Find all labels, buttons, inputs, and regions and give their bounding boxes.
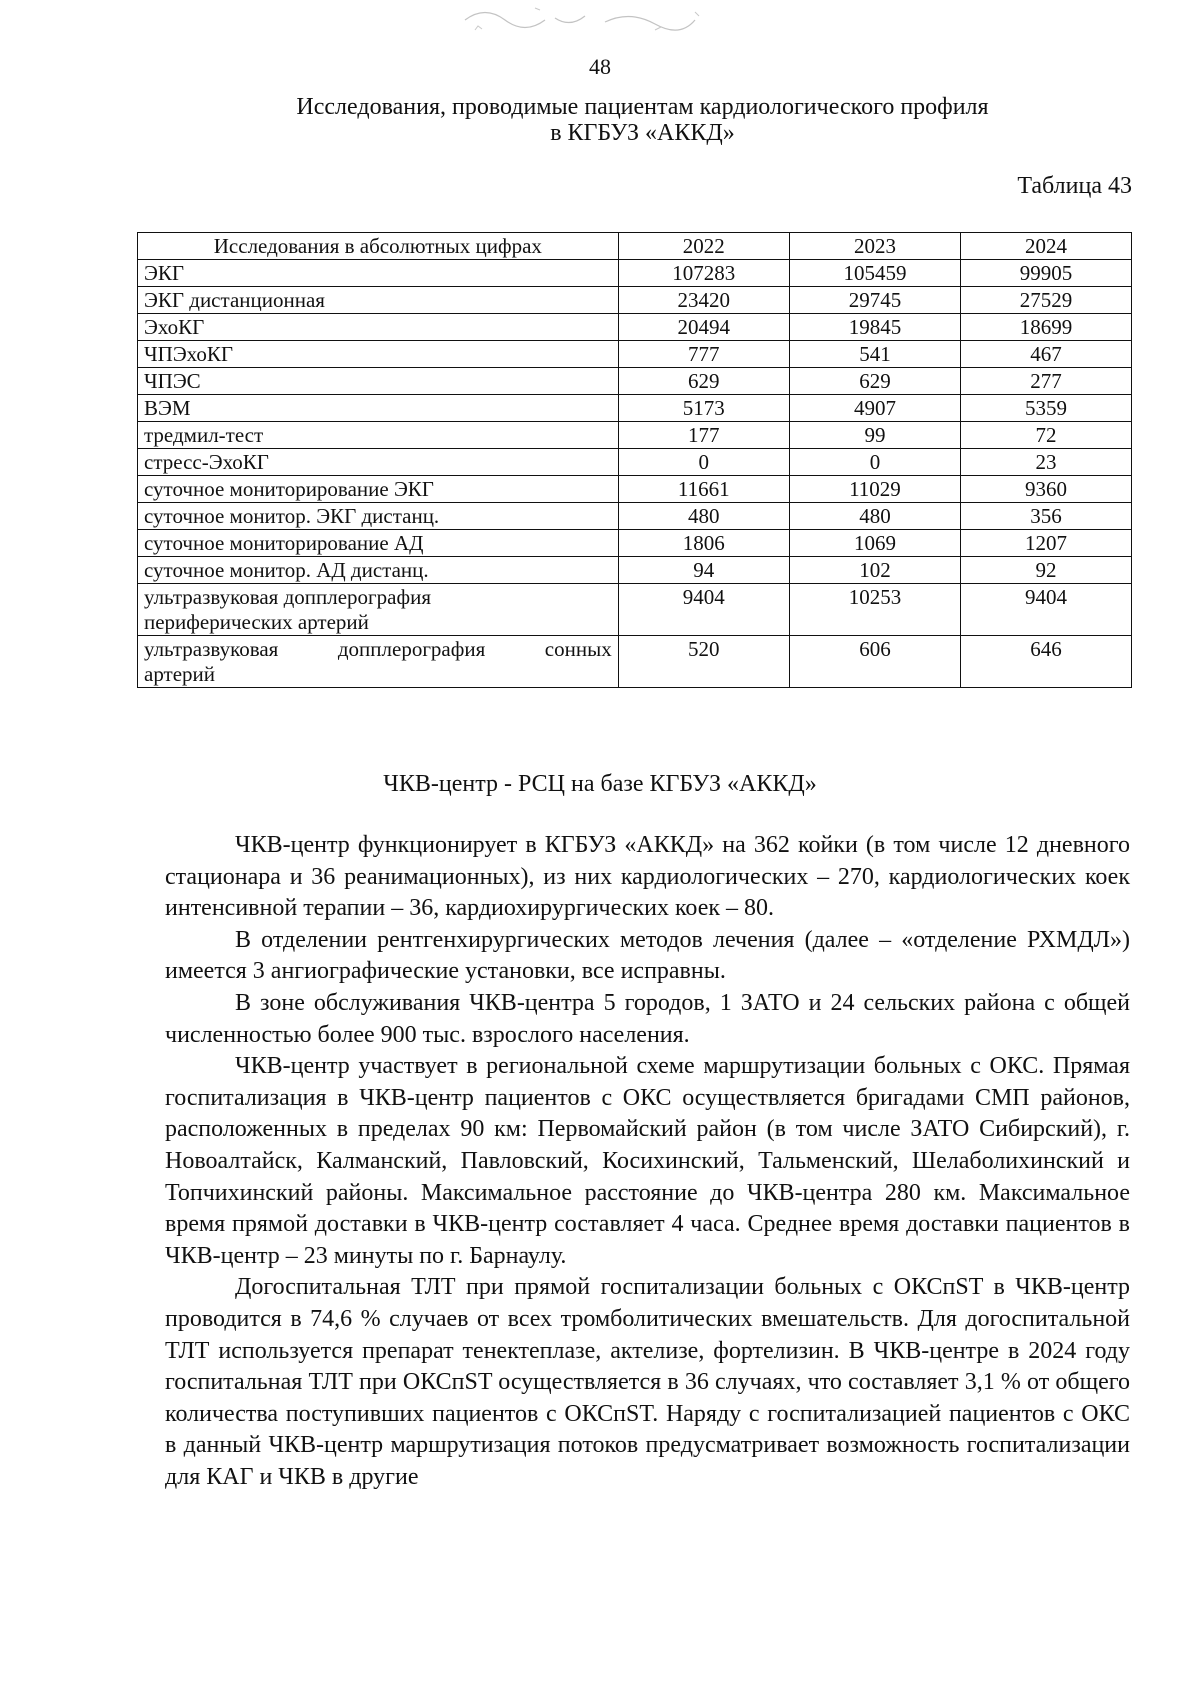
value-2022-cell: 1806 (618, 530, 789, 557)
study-name-word: ультразвуковая (144, 637, 279, 661)
study-name-cell: ЧПЭхоКГ (138, 341, 619, 368)
value-2023-cell: 4907 (789, 395, 960, 422)
value-2024-cell: 27529 (961, 287, 1132, 314)
paragraph: В отделении рентгенхирургических методов лечения (далее – «отделение РХМДЛ») имеется 3 ангиографические установки, все исправны. (165, 926, 1130, 985)
study-name-cell: ЭКГ дистанционная (138, 287, 619, 314)
study-name-word: допплерография (337, 637, 486, 661)
study-name-cell: суточное мониторирование ЭКГ (138, 476, 619, 503)
section-title: ЧКВ-центр - РСЦ на базе КГБУЗ «АККД» (383, 771, 817, 797)
column-header-studies: Исследования в абсолютных цифрах (138, 233, 619, 260)
study-name-cell: суточное монитор. АД дистанц. (138, 557, 619, 584)
table-caption: Таблица 43 (1017, 173, 1132, 199)
table-row (138, 368, 1132, 395)
table-header-row (138, 233, 1132, 260)
column-header-2023: 2023 (789, 233, 960, 260)
value-2024-cell: 99905 (961, 260, 1132, 287)
study-name-cell: суточное монитор. ЭКГ дистанц. (138, 503, 619, 530)
page-number: 48 (589, 54, 611, 79)
value-2022-cell: 777 (618, 341, 789, 368)
study-name-cell: ЧПЭС (138, 368, 619, 395)
value-2024-cell: 5359 (961, 395, 1132, 422)
study-name-line-1: ультразвуковая допплерография (144, 585, 431, 609)
paragraph: В зоне обслуживания ЧКВ-центра 5 городов, 1 ЗАТО и 24 сельских района с общей численностью более 900 тыс. взрослого населения. (165, 989, 1130, 1048)
study-name-cell: тредмил-тест (138, 422, 619, 449)
column-header-2024: 2024 (961, 233, 1132, 260)
table-row (138, 341, 1132, 368)
table-row (138, 449, 1132, 476)
paragraph: Догоспитальная ТЛТ при прямой госпитализации больных с ОКСпST в ЧКВ-центр проводится в 74,6 % случаев от всех тромболитических вмешательств. Для догоспитальной ТЛТ используется препарат тенектеплазе, актелизе, фортелизин. В ЧКВ-центре в 2024 году госпитальная ТЛТ при ОКСпST осуществляется в 36 случаях, что составляет 3,1 % от общего количества поступивших пациентов с ОКСпST. Наряду с госпитализацией пациентов с ОКС в данный ЧКВ-центр маршрутизация потоков предусматривает возможность госпитализации для КАГ и ЧКВ в другие (165, 1274, 1130, 1490)
value-2024-cell: 18699 (961, 314, 1132, 341)
study-name-cell: ЭхоКГ (138, 314, 619, 341)
value-2023-cell: 99 (789, 422, 960, 449)
study-name-cell (138, 584, 619, 636)
table-row (138, 584, 1132, 636)
study-name-line-2: периферических артерий (144, 610, 369, 634)
value-2024-cell: 23 (961, 449, 1132, 476)
value-2022-cell: 0 (618, 449, 789, 476)
table-row (138, 422, 1132, 449)
value-2022-cell: 9404 (618, 584, 789, 636)
value-2022-cell: 480 (618, 503, 789, 530)
section-body (165, 830, 1130, 1493)
table-row (138, 557, 1132, 584)
study-name-word: сонных (544, 637, 612, 661)
value-2024-cell: 9360 (961, 476, 1132, 503)
value-2022-cell: 94 (618, 557, 789, 584)
value-2023-cell: 10253 (789, 584, 960, 636)
value-2023-cell: 541 (789, 341, 960, 368)
value-2024-cell: 92 (961, 557, 1132, 584)
table-row (138, 636, 1132, 688)
value-2023-cell: 480 (789, 503, 960, 530)
value-2023-cell: 629 (789, 368, 960, 395)
paragraph: ЧКВ-центр участвует в региональной схеме маршрутизации больных с ОКС. Прямая госпитализация в ЧКВ-центр пациентов с ОКС осуществляется бригадами СМП районов, расположенных в пределах 90 км: Первомайский район (в том числе ЗАТО Сибирский), г. Новоалтайск, Калманский, Павловский, Косихинский, Тальменский, Шелаболихинский и Топчихинский районы. Максимальное расстояние до ЧКВ-центра 280 км. Максимальное время прямой доставки в ЧКВ-центр составляет 4 часа. Среднее время доставки пациентов в ЧКВ-центр – 23 минуты по г. Барнаулу. (165, 1053, 1130, 1269)
table-row (138, 503, 1132, 530)
table-row (138, 476, 1132, 503)
study-name-cell (138, 636, 619, 688)
value-2024-cell: 646 (961, 636, 1132, 688)
study-name-line-1 (144, 637, 612, 662)
study-name-cell: ВЭМ (138, 395, 619, 422)
scan-artifact-stamp (455, 0, 755, 40)
value-2024-cell: 467 (961, 341, 1132, 368)
value-2023-cell: 1069 (789, 530, 960, 557)
table-row (138, 260, 1132, 287)
value-2022-cell: 107283 (618, 260, 789, 287)
value-2022-cell: 520 (618, 636, 789, 688)
study-name-line-2: артерий (144, 662, 216, 686)
value-2023-cell: 102 (789, 557, 960, 584)
value-2024-cell: 277 (961, 368, 1132, 395)
value-2023-cell: 0 (789, 449, 960, 476)
paragraph: ЧКВ-центр функционирует в КГБУЗ «АККД» на 362 койки (в том числе 12 дневного стационара и 36 реанимационных), из них кардиологических – 270, кардиологических коек интенсивной терапии – 36, кардиохирургических коек – 80. (165, 832, 1130, 922)
studies-table (137, 232, 1132, 688)
value-2024-cell: 72 (961, 422, 1132, 449)
value-2022-cell: 23420 (618, 287, 789, 314)
study-name-cell: суточное мониторирование АД (138, 530, 619, 557)
value-2022-cell: 11661 (618, 476, 789, 503)
table-row (138, 395, 1132, 422)
value-2023-cell: 105459 (789, 260, 960, 287)
study-name-cell: ЭКГ (138, 260, 619, 287)
value-2024-cell: 9404 (961, 584, 1132, 636)
table-row (138, 287, 1132, 314)
value-2023-cell: 29745 (789, 287, 960, 314)
document-title-line-2: в КГБУЗ «АККД» (550, 120, 735, 146)
document-title-line-1: Исследования, проводимые пациентам кардиологического профиля (296, 94, 989, 120)
value-2022-cell: 629 (618, 368, 789, 395)
column-header-2022: 2022 (618, 233, 789, 260)
value-2023-cell: 19845 (789, 314, 960, 341)
value-2022-cell: 5173 (618, 395, 789, 422)
value-2023-cell: 11029 (789, 476, 960, 503)
value-2024-cell: 1207 (961, 530, 1132, 557)
table-row (138, 314, 1132, 341)
study-name-cell: стресс-ЭхоКГ (138, 449, 619, 476)
value-2022-cell: 20494 (618, 314, 789, 341)
value-2023-cell: 606 (789, 636, 960, 688)
value-2024-cell: 356 (961, 503, 1132, 530)
value-2022-cell: 177 (618, 422, 789, 449)
table-row (138, 530, 1132, 557)
document-title (140, 94, 1145, 146)
